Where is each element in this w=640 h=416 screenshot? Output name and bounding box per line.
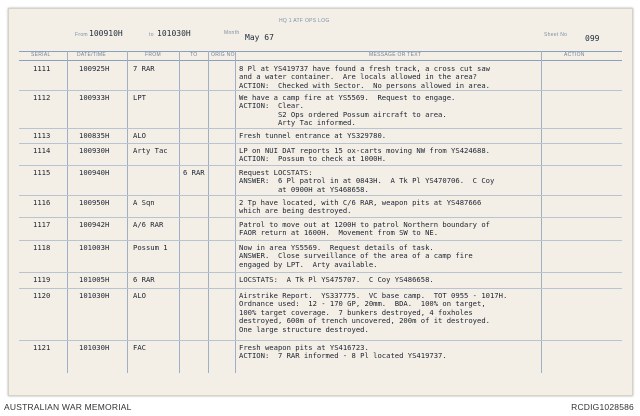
footer-archive-name: AUSTRALIAN WAR MEMORIAL bbox=[4, 402, 132, 412]
sheet-value: 099 bbox=[585, 34, 600, 43]
datetime-cell: 101030H bbox=[79, 343, 110, 352]
datetime-cell: 100933H bbox=[79, 93, 110, 102]
from-cell: 7 RAR bbox=[133, 64, 155, 73]
to-label: to bbox=[149, 32, 154, 38]
datetime-cell: 100942H bbox=[79, 220, 110, 229]
column-divider bbox=[208, 51, 209, 373]
datetime-cell: 100835H bbox=[79, 131, 110, 140]
to-cell: 6 RAR bbox=[183, 168, 205, 177]
col-from: FROM bbox=[145, 52, 161, 58]
serial-cell: 1111 bbox=[33, 64, 51, 73]
message-cell: Patrol to move out at 1200H to patrol Northern boundary of FAOR return at 1600H. Movement from SW to NE. bbox=[239, 220, 490, 238]
row-divider bbox=[19, 90, 622, 91]
serial-cell: 1119 bbox=[33, 275, 51, 284]
message-cell: Airstrike Report. YS337775. VC base camp. TOT 0955 - 1017H. Ordnance used: 12 - 170 GP, 20mm. BDA. 100% on target, 100% target coverage. 7 bunkers destroyed, 4 foxholes destroyed, 600m of trench uncovered, 200m of it destroyed. One large structure destroyed. bbox=[239, 291, 508, 334]
serial-cell: 1120 bbox=[33, 291, 51, 300]
column-divider bbox=[67, 51, 68, 373]
col-to: TO bbox=[190, 52, 198, 58]
serial-cell: 1114 bbox=[33, 146, 51, 155]
message-cell: 8 Pl at YS419737 have found a fresh track, a cross cut saw and a water container. Are locals allowed in the area? ACTION: Checked with Sector. No persons allowed in area. bbox=[239, 64, 490, 90]
serial-cell: 1117 bbox=[33, 220, 51, 229]
col-orig-no: ORIG NO bbox=[211, 52, 235, 58]
row-divider bbox=[19, 165, 622, 166]
message-cell: LOCSTATS: A Tk Pl YS475707. C Coy YS486658. bbox=[239, 275, 434, 284]
serial-cell: 1115 bbox=[33, 168, 51, 177]
form-title: HQ 1 ATF OPS LOG bbox=[279, 18, 330, 24]
month-value: May 67 bbox=[245, 33, 274, 42]
row-divider bbox=[19, 288, 622, 289]
from-cell: ALO bbox=[133, 131, 146, 140]
month-label: Month bbox=[224, 30, 240, 36]
row-divider bbox=[19, 143, 622, 144]
column-divider bbox=[235, 51, 236, 373]
column-divider bbox=[179, 51, 180, 373]
serial-cell: 1118 bbox=[33, 243, 51, 252]
from-cell: FAC bbox=[133, 343, 146, 352]
column-divider bbox=[127, 51, 128, 373]
message-cell: Now in area YS5569. Request details of task. ANSWER. Close surveillance of the area of a camp fire engaged by LPT. Arty available. bbox=[239, 243, 473, 269]
from-cell: A Sqn bbox=[133, 198, 155, 207]
row-divider bbox=[19, 195, 622, 196]
serial-cell: 1121 bbox=[33, 343, 51, 352]
row-divider bbox=[19, 340, 622, 341]
from-cell: ALO bbox=[133, 291, 146, 300]
serial-cell: 1112 bbox=[33, 93, 51, 102]
row-divider bbox=[19, 217, 622, 218]
column-divider bbox=[541, 51, 542, 373]
datetime-cell: 100950H bbox=[79, 198, 110, 207]
col-message: MESSAGE OR TEXT bbox=[369, 52, 422, 58]
from-label: From bbox=[75, 32, 88, 38]
datetime-cell: 101005H bbox=[79, 275, 110, 284]
to-value: 101030H bbox=[157, 29, 191, 38]
row-divider bbox=[19, 240, 622, 241]
message-cell: Fresh weapon pits at YS416723. ACTION: 7 RAR informed - 8 Pl located YS419737. bbox=[239, 343, 447, 361]
serial-cell: 1113 bbox=[33, 131, 51, 140]
message-cell: Fresh tunnel entrance at YS329780. bbox=[239, 131, 387, 140]
from-cell: Arty Tac bbox=[133, 146, 168, 155]
from-value: 100910H bbox=[89, 29, 123, 38]
sheet-label: Sheet No bbox=[544, 32, 568, 38]
datetime-cell: 100940H bbox=[79, 168, 110, 177]
row-divider bbox=[19, 272, 622, 273]
datetime-cell: 101003H bbox=[79, 243, 110, 252]
message-cell: LP on NUI DAT reports 15 ox-carts moving NW from YS424688. ACTION: Possum to check at 1000H. bbox=[239, 146, 490, 164]
from-cell: Possum 1 bbox=[133, 243, 168, 252]
message-cell: We have a camp fire at YS5569. Request to engage. ACTION: Clear. S2 Ops ordered Possum aircraft to area. Arty Tac informed. bbox=[239, 93, 456, 128]
log-sheet bbox=[8, 8, 633, 396]
column-header-bar bbox=[19, 51, 622, 61]
serial-cell: 1116 bbox=[33, 198, 51, 207]
datetime-cell: 100925H bbox=[79, 64, 110, 73]
message-cell: 2 Tp have located, with C/6 RAR, weapon pits at YS487666 which are being destroyed. bbox=[239, 198, 482, 216]
datetime-cell: 101030H bbox=[79, 291, 110, 300]
message-cell: Request LOCSTATS: ANSWER: 6 Pl patrol in at 0843H. A Tk Pl YS470706. C Coy at 0900H at YS468658. bbox=[239, 168, 495, 194]
col-datetime: DATE/TIME bbox=[77, 52, 106, 58]
footer-record-id: RCDIG1028586 bbox=[571, 402, 634, 412]
row-divider bbox=[19, 128, 622, 129]
from-cell: LPT bbox=[133, 93, 146, 102]
datetime-cell: 100930H bbox=[79, 146, 110, 155]
from-cell: A/6 RAR bbox=[133, 220, 164, 229]
col-serial: SERIAL bbox=[31, 52, 51, 58]
col-action: ACTION bbox=[564, 52, 585, 58]
from-cell: 6 RAR bbox=[133, 275, 155, 284]
